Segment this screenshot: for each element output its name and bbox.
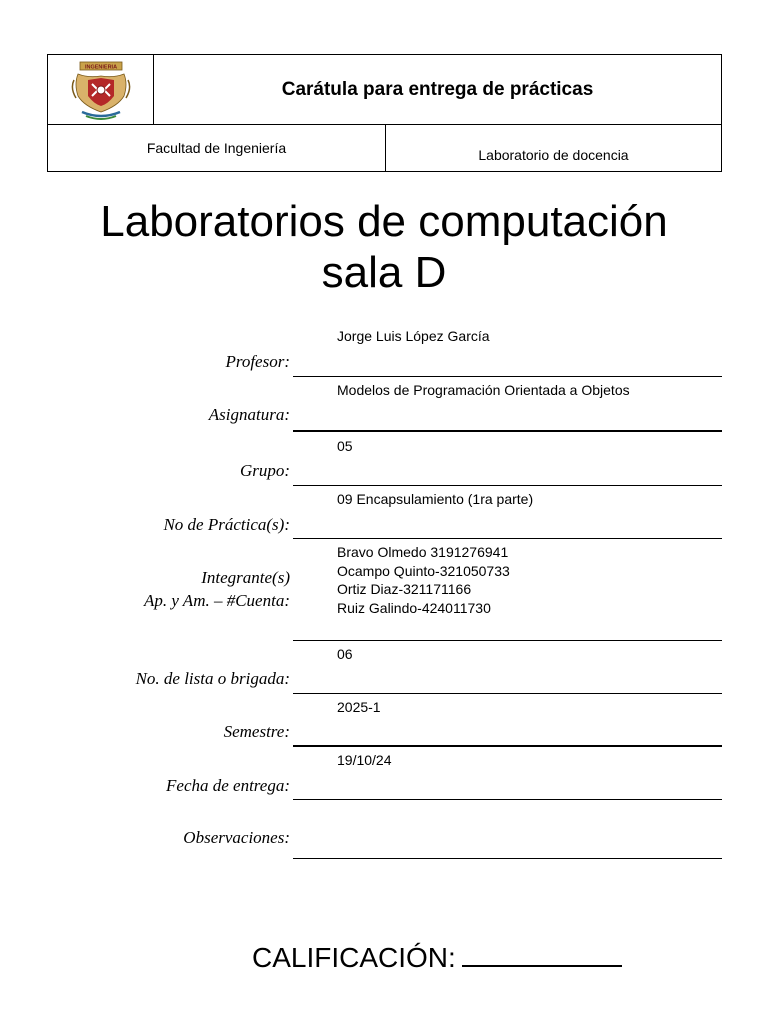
- fecha-value: 19/10/24: [337, 752, 392, 768]
- logo-text: INGENIERIA: [84, 64, 117, 70]
- header-table: [47, 54, 722, 172]
- integrantes-line: [293, 640, 722, 641]
- faculty-label: Facultad de Ingeniería: [48, 125, 386, 171]
- integrante-2: Ocampo Quinto-321050733: [337, 563, 510, 579]
- practica-line: [293, 538, 722, 539]
- semestre-value: 2025-1: [337, 699, 381, 715]
- semestre-line: [293, 745, 722, 747]
- grupo-value: 05: [337, 438, 353, 454]
- header-title: Carátula para entrega de prácticas: [281, 78, 594, 100]
- cuenta-label: Ap. y Am. – #Cuenta:: [143, 591, 290, 610]
- asignatura-value: Modelos de Programación Orientada a Objetos: [337, 382, 630, 398]
- integrante-4: Ruiz Galindo-424011730: [337, 600, 491, 616]
- unam-engineering-logo: [70, 58, 132, 122]
- fecha-label: Fecha de entrega:: [166, 776, 290, 795]
- profesor-value: Jorge Luis López García: [337, 328, 490, 344]
- calificacion-label: CALIFICACIÓN:: [252, 942, 456, 973]
- profesor-line: [293, 376, 722, 377]
- asignatura-line: [293, 430, 722, 432]
- semestre-label: Semestre:: [223, 722, 290, 741]
- lista-value: 06: [337, 646, 353, 662]
- main-title-line1: Laboratorios de computación: [100, 197, 668, 246]
- practica-label: No de Práctica(s):: [163, 515, 290, 534]
- fecha-line: [293, 799, 722, 800]
- asignatura-label: Asignatura:: [208, 405, 290, 424]
- profesor-label: Profesor:: [225, 352, 290, 371]
- grupo-line: [293, 485, 722, 486]
- observaciones-line: [293, 858, 722, 859]
- lab-label: Laboratorio de docencia: [478, 147, 629, 163]
- grupo-label: Grupo:: [239, 461, 290, 480]
- integrante-3: Ortiz Diaz-321171166: [337, 581, 472, 597]
- integrante-1: Bravo Olmedo 3191276941: [337, 544, 509, 560]
- calificacion-blank: [462, 941, 622, 967]
- lista-line: [293, 693, 722, 694]
- calificacion: [252, 941, 622, 974]
- lista-label: No. de lista o brigada:: [135, 669, 290, 688]
- observaciones-label: Observaciones:: [183, 828, 290, 847]
- logo-cell: [48, 55, 154, 124]
- integrantes-label: Integrante(s): [201, 568, 290, 587]
- main-title: [0, 196, 768, 298]
- practica-value: 09 Encapsulamiento (1ra parte): [337, 491, 534, 507]
- main-title-line2: sala D: [321, 248, 447, 297]
